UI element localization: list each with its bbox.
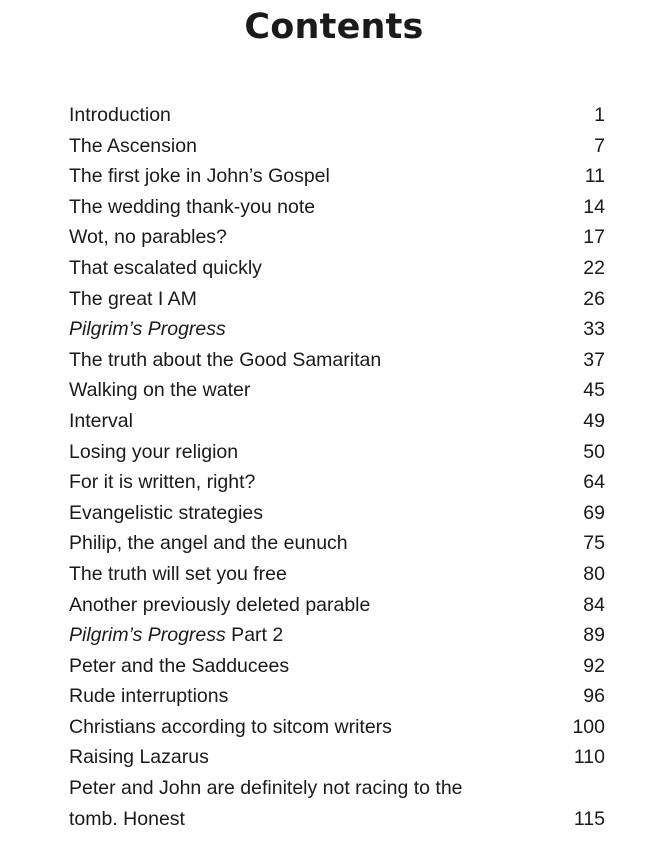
toc-entry-title: [69, 712, 392, 743]
toc-entry[interactable]: [69, 131, 605, 162]
toc-entry-title: [69, 681, 228, 712]
toc-entry-title-text: Christians according to sitcom writers: [69, 715, 392, 738]
toc-entry-title-italic: Pilgrim’s Progress: [69, 624, 226, 647]
toc-entry-title: [69, 253, 262, 284]
toc-entry[interactable]: [69, 192, 605, 223]
toc-entry-page-number: 14: [583, 195, 605, 218]
toc-entry-title-text: Peter and the Sadducees: [69, 654, 290, 677]
toc-entry-title: [69, 406, 133, 437]
toc-entry[interactable]: [69, 590, 605, 621]
toc-entry-title-text: For it is written, right?: [69, 471, 256, 494]
toc-entry-page-number: 37: [583, 348, 605, 371]
toc-entry[interactable]: [69, 253, 605, 284]
toc-entry-title: [69, 161, 330, 192]
toc-entry-title: [69, 620, 283, 651]
toc-entry-page-number: 92: [583, 654, 605, 677]
toc-entry-page-number: 100: [572, 715, 605, 738]
toc-entry[interactable]: [69, 284, 605, 315]
toc-entry-title: [69, 314, 226, 345]
toc-entry-page-number: 7: [594, 134, 605, 157]
toc-entry[interactable]: [69, 620, 605, 651]
toc-entry-title: [69, 192, 315, 223]
toc-entry-page-number: 33: [583, 318, 605, 341]
table-of-contents: [69, 100, 605, 834]
toc-entry-title-text: The wedding thank-you note: [69, 195, 316, 218]
toc-entry[interactable]: [69, 681, 605, 712]
toc-entry[interactable]: [69, 406, 605, 437]
toc-entry-title-text: Raising Lazarus: [69, 746, 209, 769]
toc-entry-title-italic: Pilgrim’s Progress: [69, 318, 226, 341]
toc-entry[interactable]: [69, 345, 605, 376]
toc-entry-title: [69, 559, 287, 590]
toc-entry[interactable]: [69, 375, 605, 406]
toc-entry-title-text: Wot, no parables?: [69, 226, 227, 249]
toc-entry-title: [69, 284, 197, 315]
toc-entry-page-number: 49: [583, 409, 605, 432]
toc-entry-title: [69, 773, 479, 834]
toc-entry-title: [69, 590, 370, 621]
toc-entry-title: [69, 437, 238, 468]
toc-entry-page-number: 84: [583, 593, 605, 616]
toc-entry[interactable]: [69, 651, 605, 682]
toc-entry-page-number: 89: [583, 624, 605, 647]
toc-entry-page-number: 17: [583, 226, 605, 249]
toc-entry-page-number: 50: [583, 440, 605, 463]
toc-entry-title: [69, 467, 255, 498]
toc-entry-title-text: The first joke in John’s Gospel: [69, 165, 330, 188]
toc-entry-page-number: 110: [573, 746, 605, 769]
toc-entry-page-number: 22: [583, 256, 605, 279]
toc-entry[interactable]: [69, 100, 605, 131]
toc-entry-page-number: 1: [594, 104, 605, 126]
toc-entry-page-number: 75: [583, 532, 605, 555]
toc-entry-title: [69, 345, 381, 376]
toc-entry-title: [69, 498, 263, 529]
toc-entry[interactable]: [69, 712, 605, 743]
toc-entry-title-text: Rude interruptions: [69, 685, 229, 708]
toc-entry-page-number: 26: [583, 287, 605, 310]
toc-entry-title-text: Peter and John are definitely not racing to the tomb. Honest: [69, 777, 463, 830]
toc-entry[interactable]: [69, 559, 605, 590]
toc-entry-title-text: Philip, the angel and the eunuch: [69, 532, 348, 555]
toc-entry-title: [69, 528, 348, 559]
toc-entry[interactable]: [69, 467, 605, 498]
toc-entry[interactable]: [69, 437, 605, 468]
toc-entry-title-text: Interval: [69, 409, 133, 432]
toc-entry-title: [69, 375, 250, 406]
toc-entry-title-text: That escalated quickly: [69, 256, 262, 279]
toc-entry[interactable]: [69, 314, 605, 345]
toc-entry-page-number: 80: [583, 562, 605, 585]
toc-entry-title: [69, 742, 209, 773]
toc-entry-title: [69, 131, 197, 162]
toc-entry-page-number: 69: [583, 501, 605, 524]
toc-entry-title: [69, 651, 289, 682]
toc-entry-title-text: Another previously deleted parable: [69, 593, 371, 616]
toc-entry-title-text: Evangelistic strategies: [69, 501, 264, 524]
toc-entry[interactable]: [69, 222, 605, 253]
toc-entry[interactable]: [69, 528, 605, 559]
toc-entry-title-text: The great I AM: [69, 287, 197, 310]
toc-entry-title-text: The Ascension: [69, 134, 197, 157]
page-title: Contents: [244, 7, 424, 47]
toc-entry[interactable]: [69, 773, 605, 834]
toc-entry-title-text: Introduction: [69, 104, 171, 126]
toc-entry-title-text: Part 2: [225, 624, 284, 647]
toc-entry-title-text: The truth will set you free: [69, 562, 287, 585]
toc-entry-page-number: 11: [584, 165, 605, 188]
toc-entry-page-number: 45: [583, 379, 605, 402]
toc-entry-page-number: 96: [583, 685, 605, 708]
toc-entry-title-text: Walking on the water: [69, 379, 251, 402]
toc-entry-page-number: 64: [583, 471, 605, 494]
toc-entry-title-text: Losing your religion: [69, 440, 239, 463]
toc-entry[interactable]: [69, 498, 605, 529]
toc-entry-title-text: The truth about the Good Samaritan: [69, 348, 382, 371]
toc-entry[interactable]: [69, 742, 605, 773]
toc-entry[interactable]: [69, 161, 605, 192]
toc-entry-page-number: 115: [573, 807, 605, 830]
toc-entry-title: [69, 222, 227, 253]
toc-entry-title: [69, 100, 171, 131]
